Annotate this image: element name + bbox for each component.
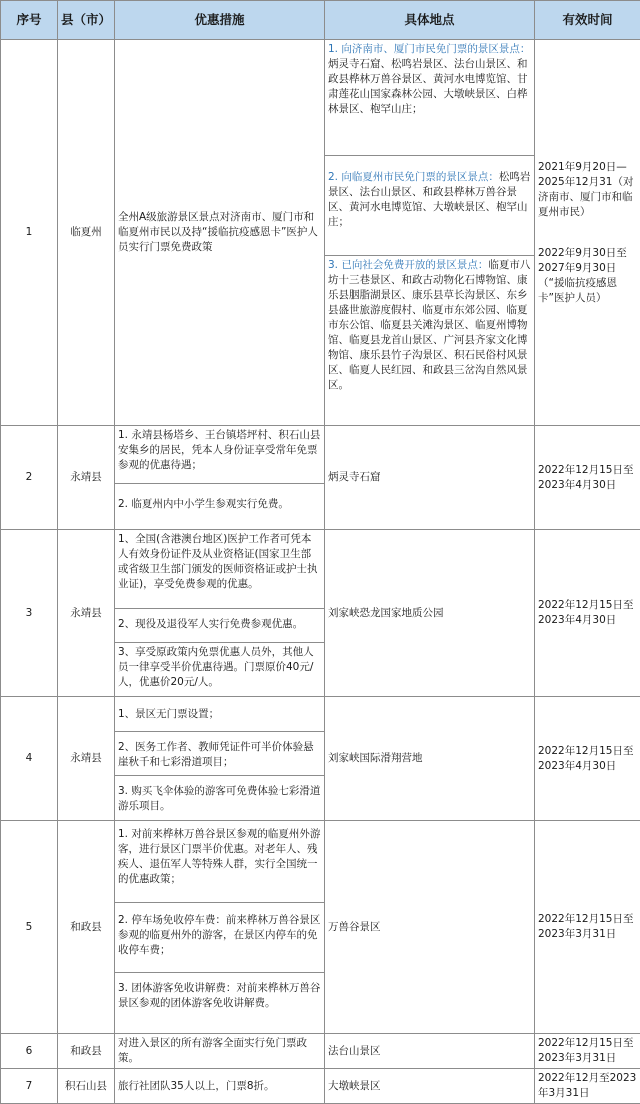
row-no: 6	[1, 1034, 58, 1069]
table-row	[1, 1069, 640, 1104]
header-county: 县（市）	[58, 1, 115, 40]
row-time: 2022年12月15日至2023年4月30日	[535, 697, 640, 821]
measure-item: 1、景区无门票设置；	[115, 697, 324, 732]
measure-item: 2. 停车场免收停车费：前来桦林万兽谷景区参观的临夏州外的游客，在景区内停车的免收停车费；	[115, 903, 324, 973]
row-time: 2022年12月15日至2023年3月31日	[535, 1034, 640, 1069]
measure-item: 1、全国(含港澳台地区)医护工作者可凭本人有效身份证件及从业资格证(国家卫生部或省级卫生部门颁发的医师资格证或护士执业证)，享受免费参观的优惠。	[115, 530, 324, 609]
row-measures	[115, 821, 325, 1034]
measure-item: 3. 团体游客免收讲解费：对前来桦林万兽谷景区参观的团体游客免收讲解费。	[115, 973, 324, 1033]
row-county: 积石山县	[58, 1069, 115, 1104]
table-row	[1, 697, 640, 821]
location-group	[325, 256, 534, 425]
time-entry: 2022年9月30日至2027年9月30日（“援临抗疫感恩卡”医护人员）	[538, 246, 637, 306]
measure-item: 1. 永靖县杨塔乡、王台镇塔坪村、积石山县安集乡的居民，凭本人身份证享受常年免票参观的优惠待遇；	[115, 426, 324, 484]
row-county: 和政县	[58, 1034, 115, 1069]
header-measures: 优惠措施	[115, 1, 325, 40]
row-no: 1	[1, 40, 58, 426]
row-county: 临夏州	[58, 40, 115, 426]
location-group-title: 1. 向济南市、厦门市民免门票的景区景点：	[328, 43, 530, 55]
row-no: 7	[1, 1069, 58, 1104]
row-no: 3	[1, 530, 58, 697]
location-group	[325, 40, 534, 156]
location-group-body: 炳灵寺石窟、松鸣岩景区、法台山景区、和政县桦林万兽谷景区、黄河水电博览馆、甘肃莲花山国家森林公园、大墩峡景区、白桦林景区、枹罕山庄；	[328, 58, 528, 115]
table-row	[1, 426, 640, 530]
table-row	[1, 40, 640, 426]
location-group-title: 2. 向临夏州市民免门票的景区景点：	[328, 171, 499, 183]
row-county: 永靖县	[58, 426, 115, 530]
table-row	[1, 1034, 640, 1069]
row-county: 永靖县	[58, 697, 115, 821]
header-location: 具体地点	[325, 1, 535, 40]
measure-item: 3、享受原政策内免票优惠人员外，其他人员一律享受半价优惠待遇。门票原价40元/人，优惠价20元/人。	[115, 643, 324, 696]
header-row	[1, 1, 640, 40]
row-time: 2022年12月15日至2023年4月30日	[535, 426, 640, 530]
measure-item: 2、医务工作者、教师凭证件可半价体验悬崖秋千和七彩滑道项目；	[115, 732, 324, 776]
row-location: 刘家峡国际滑翔营地	[325, 697, 535, 821]
measure-item: 2. 临夏州内中小学生参观实行免费。	[115, 484, 324, 529]
row-locations	[325, 40, 535, 426]
row-time: 2022年12月至2023年3月31日	[535, 1069, 640, 1104]
header-time: 有效时间	[535, 1, 640, 40]
location-group	[325, 156, 534, 256]
row-time: 2022年12月15日至2023年4月30日	[535, 530, 640, 697]
row-location: 炳灵寺石窟	[325, 426, 535, 530]
row-no: 4	[1, 697, 58, 821]
row-time	[535, 40, 640, 426]
table-row	[1, 530, 640, 697]
row-measure: 全州A级旅游景区景点对济南市、厦门市和临夏州市民以及持“援临抗疫感恩卡”医护人员实行门票免费政策	[115, 40, 325, 426]
row-time: 2022年12月15日至2023年3月31日	[535, 821, 640, 1034]
row-county: 和政县	[58, 821, 115, 1034]
row-measures	[115, 426, 325, 530]
table-row	[1, 821, 640, 1034]
header-no: 序号	[1, 1, 58, 40]
row-location: 大墩峡景区	[325, 1069, 535, 1104]
row-measures	[115, 697, 325, 821]
row-measures	[115, 530, 325, 697]
location-group-title: 3. 已向社会免费开放的景区景点：	[328, 259, 488, 271]
measure-item: 2、现役及退役军人实行免费参观优惠。	[115, 609, 324, 643]
measure-item: 1. 对前来桦林万兽谷景区参观的临夏州外游客，进行景区门票半价优惠。对老年人、残疾人、退伍军人等特殊人群，实行全国统一的优惠政策；	[115, 821, 324, 903]
location-group-body: 临夏市八坊十三巷景区、和政古动物化石博物馆、康乐县胭脂湖景区、康乐县草长沟景区、东乡县盛世旅游度假村、临夏市东郊公园、临夏市东公馆、临夏县关滩沟景区、临夏州博物馆、临夏县龙首山景区、广河县齐家文化博物馆、康乐县竹子沟景区、积石民俗村风景区、临夏人民红园、和政县三岔沟自然风景区。	[328, 259, 530, 391]
location-group-body: 松鸣岩景区、法台山景区、和政县桦林万兽谷景区、黄河水电博览馆、大墩峡景区、枹罕山庄；	[328, 171, 530, 228]
row-no: 2	[1, 426, 58, 530]
row-no: 5	[1, 821, 58, 1034]
row-county: 永靖县	[58, 530, 115, 697]
row-measure: 对进入景区的所有游客全面实行免门票政策。	[115, 1034, 325, 1069]
row-location: 法台山景区	[325, 1034, 535, 1069]
measure-item: 3. 购买飞伞体验的游客可免费体验七彩滑道游乐项目。	[115, 776, 324, 820]
row-location: 万兽谷景区	[325, 821, 535, 1034]
row-measure: 旅行社团队35人以上，门票8折。	[115, 1069, 325, 1104]
row-location: 刘家峡恐龙国家地质公园	[325, 530, 535, 697]
time-entry: 2021年9月20日—2025年12月31（对济南市、厦门市和临夏州市民）	[538, 160, 637, 220]
